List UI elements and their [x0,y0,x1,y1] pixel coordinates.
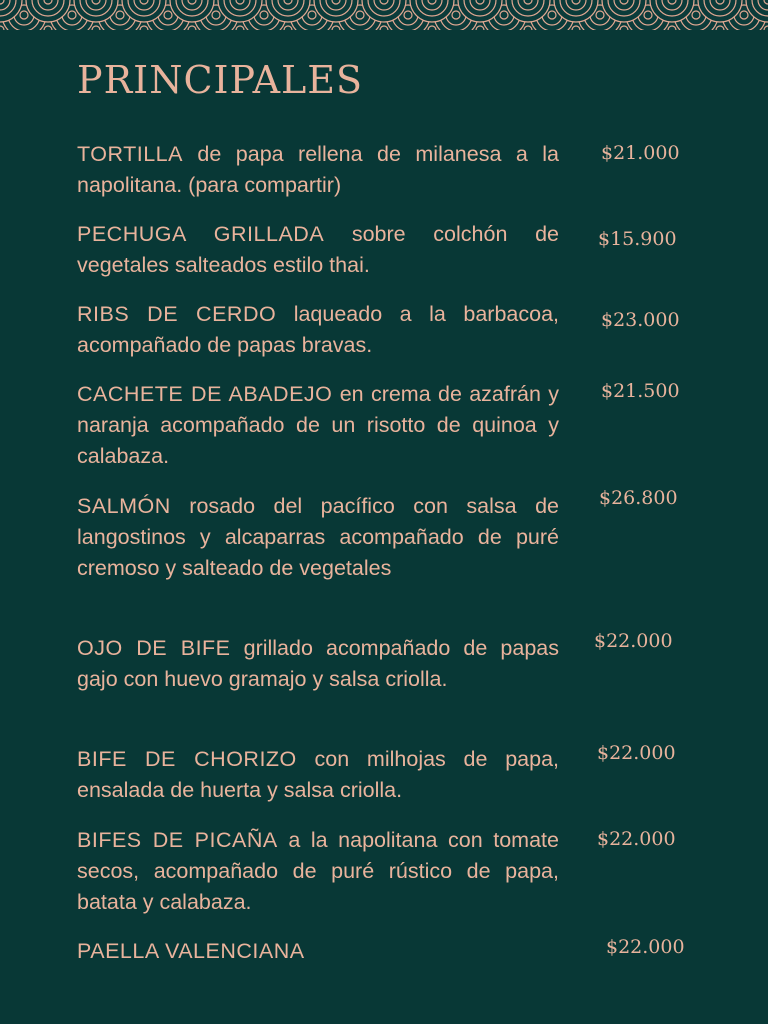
menu-item-description [77,139,559,201]
menu-item-name: OJO DE BIFE [77,636,231,660]
menu-item-name: BIFES DE PICAÑA [77,828,278,852]
menu-item-text: rosado del pacífico con salsa de langostinos y alcaparras acompañado de puré cremoso y salteado de vegetales [77,494,559,580]
menu-item-price: $21.000 [601,142,680,164]
menu-item-price: $21.500 [601,380,680,402]
menu-item-name: CACHETE DE ABADEJO [77,382,333,406]
menu-item-name: BIFE DE CHORIZO [77,747,297,771]
menu-item-name: PECHUGA GRILLADA [77,222,325,246]
menu-item-name: RIBS DE CERDO [77,302,277,326]
menu-item-description [77,744,559,806]
menu-item-name: PAELLA VALENCIANA [77,939,305,963]
menu-item-description [77,379,559,472]
menu-item-price: $26.800 [599,487,678,509]
page-title: PRINCIPALES [77,58,364,102]
menu-item-text: con milhojas de papa, ensalada de huerta y salsa criolla. [77,747,559,802]
menu-item-description [77,491,559,584]
menu-item-description [77,633,559,695]
menu-item-text: en crema de azafrán y naranja acompañado de un risotto de quinoa y calabaza. [77,382,559,468]
menu-item-price: $22.000 [597,828,676,850]
menu-item-text: grillado acompañado de papas gajo con huevo gramajo y salsa criolla. [77,636,559,691]
menu-item-price: $22.000 [594,630,673,652]
menu-item-description [77,825,559,918]
menu-item-description [77,219,559,281]
menu-item-description [77,936,559,967]
menu-item-name: TORTILLA [77,142,183,166]
scallop-wave-pattern [0,0,768,30]
menu-item-price: $22.000 [597,742,676,764]
menu-item-description [77,299,559,361]
menu-item-text: de papa rellena de milanesa a la napolitana. (para compartir) [77,142,559,197]
menu-item-price: $22.000 [606,936,685,958]
menu-item-price: $23.000 [601,309,680,331]
menu-item-name: SALMÓN [77,494,171,518]
menu-item-text: laqueado a la barbacoa, acompañado de papas bravas. [77,302,559,357]
menu-item-text: sobre colchón de vegetales salteados estilo thai. [77,222,559,277]
menu-item-text: a la napolitana con tomate secos, acompañado de puré rústico de papa, batata y calabaza. [77,828,559,914]
menu-item-price: $15.900 [598,228,677,250]
